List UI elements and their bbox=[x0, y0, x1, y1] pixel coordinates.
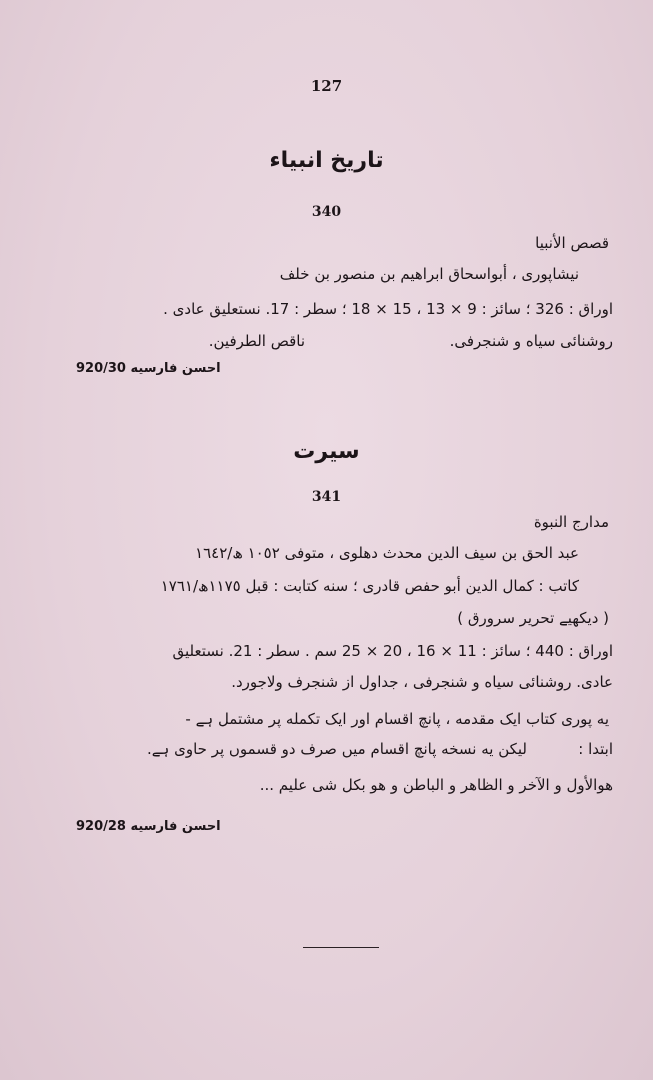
entry-see-also: ( دیکھیے تحریر سرورق ) bbox=[457, 609, 609, 627]
entry-note-continued: لیکن یه نسخه پانچ اقسام میں صرف دو قسموں پر حاوی ہے. bbox=[146, 740, 527, 758]
entry-ink: عادی. روشنائی سیاه و شنجرفی ، جداول از شنجرف ولاجورد. bbox=[231, 673, 613, 691]
entry-author: نیشاپوری ، أبواسحاق ابراهیم بن منصور بن خلف bbox=[279, 265, 579, 283]
entry-condition: ناقص الطرفین. bbox=[208, 332, 305, 350]
entry-details: اوراق : 326 ؛ سائز : 9 × 13 ، 15 × 18 ؛ سطر : 17. نستعلیق عادی . bbox=[163, 300, 613, 318]
entry-number: 341 bbox=[311, 489, 342, 505]
entry-note: یه پوری کتاب ایک مقدمه ، پانچ اقسام اور ایک تکمله پر مشتمل ہے - bbox=[185, 710, 609, 728]
entry-title: مدارج النبوة bbox=[533, 513, 609, 531]
entry-details: اوراق : 440 ؛ سائز : 11 × 16 ، 20 × 25 سم . سطر : 21. نستعلیق bbox=[172, 642, 613, 660]
end-rule bbox=[303, 947, 379, 948]
section-heading-biography: سیرت bbox=[293, 439, 360, 464]
shelf-reference: احسن فارسیه 920/30 bbox=[76, 361, 221, 376]
entry-ink: روشنائی سیاه و شنجرفی. bbox=[449, 332, 613, 350]
shelf-reference: احسن فارسیه 920/28 bbox=[76, 819, 221, 834]
entry-title: قصص الأنبيا bbox=[535, 234, 609, 252]
page-number: 127 bbox=[310, 77, 343, 95]
entry-opening-text: هوالأول و الآخر و الظاهر و الباطن و هو بكل شی علیم ... bbox=[259, 776, 613, 794]
entry-number: 340 bbox=[311, 204, 342, 220]
entry-opening-label: ابتدا : bbox=[578, 740, 613, 758]
entry-scribe: کاتب : کمال الدین أبو حفص قادری ؛ سنه کتابت : قبل ١١٧٥ھ/١٧٦١ bbox=[160, 577, 579, 595]
entry-author: عبد الحق بن سیف الدین محدث دهلوی ، متوفی ١٠٥٢ ھ/١٦٤٢ bbox=[195, 544, 579, 562]
section-heading-history-of-prophets: تاریخ انبیاء bbox=[269, 148, 384, 173]
